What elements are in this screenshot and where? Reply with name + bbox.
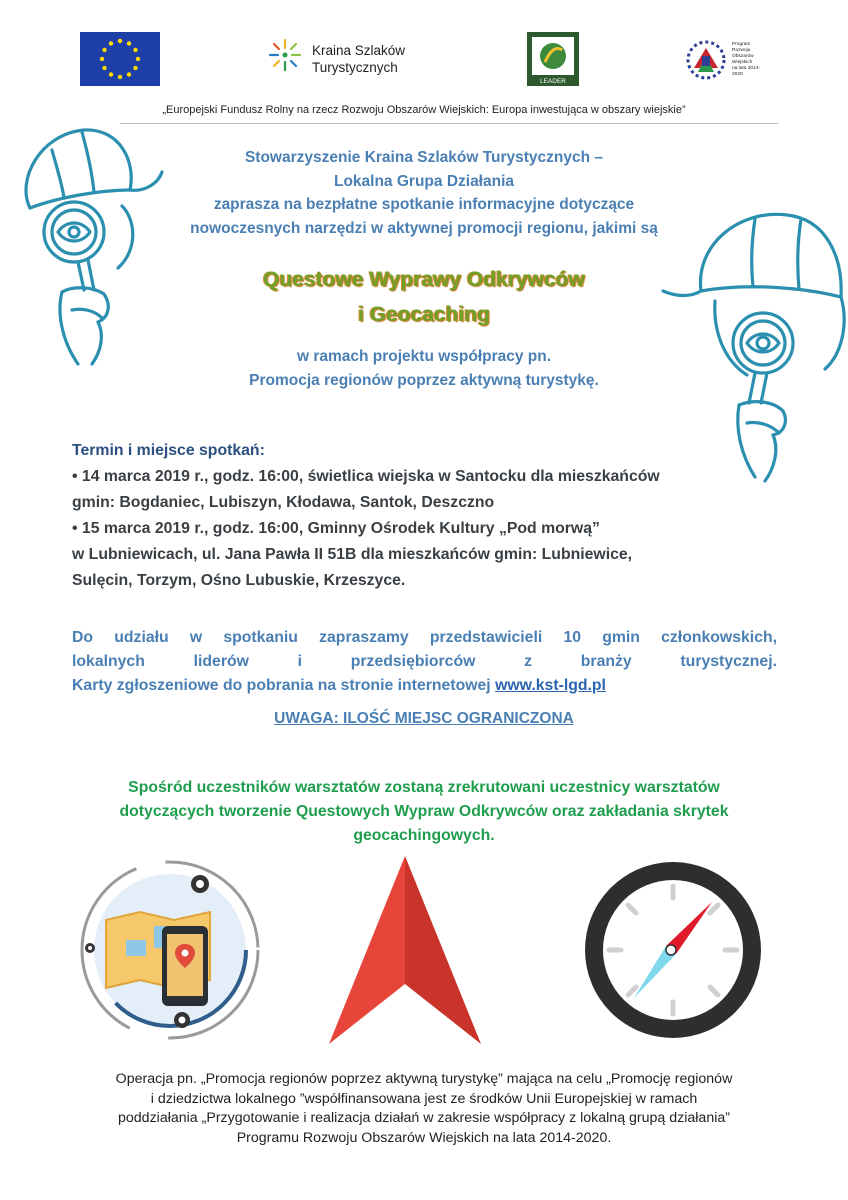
prow-logo-line5: na lata 2014-2020 (732, 66, 761, 77)
meeting2-line2: w Lubniewicach, ul. Jana Pawła II 51B dla mieszkańców gmin: Lubniewice, (72, 546, 633, 563)
event-title (0, 262, 848, 332)
event-title-line2: i Geocaching (358, 303, 490, 326)
gear-icon (174, 1012, 190, 1028)
navigation-arrow-icon (325, 852, 485, 1048)
recruit-line1: Spośród uczestników warsztatów zostaną zrekrutowani uczestnicy warsztatów (128, 779, 720, 796)
event-title-line1: Questowe Wyprawy Odkrywców (263, 268, 585, 291)
prow-logo-line3: Obszarów (732, 54, 754, 59)
website-link[interactable]: www.kst-lgd.pl (495, 677, 606, 694)
sparkle-icon (268, 38, 302, 72)
gear-icon (85, 943, 95, 953)
invite-line3: Karty zgłoszeniowe do pobrania na stronie internetowej (72, 677, 496, 694)
divider (120, 123, 778, 124)
kraina-logo (268, 34, 428, 88)
recruit-line3: geocachingowych. (353, 827, 495, 844)
intro-line2: Lokalna Grupa Działania (333, 172, 515, 190)
footer-text (0, 1070, 848, 1148)
footer-line2: i dziedzictwa lokalnego ”współfinansowana jest ze środków Unii Europejskiej w ramach (150, 1090, 698, 1107)
gear-icon (191, 875, 209, 893)
project-text (0, 345, 848, 393)
invite-line1: Do udziału w spotkaniu zapraszamy przedstawicieli 10 gmin członkowskich, (72, 629, 777, 646)
meetings-heading: Termin i miejsce spotkań: (72, 442, 265, 459)
intro-line1: Stowarzyszenie Kraina Szlaków Turystycznych – (244, 149, 604, 166)
leader-logo-text: LEADER (539, 78, 567, 85)
prow-logo-line1: Program (732, 42, 751, 47)
kraina-logo-line2: Turystycznych (312, 60, 398, 75)
project-line2: Promocja regionów poprzez aktywną turystykę. (249, 372, 599, 389)
invite-line2: lokalnych liderów i przedsiębiorców z branży turystycznej. (72, 653, 777, 670)
prow-logo-line2: Rozwoju (732, 48, 751, 53)
recruit-text (0, 776, 848, 848)
footer-line4: Programu Rozwoju Obszarów Wiejskich na lata 2014-2020. (236, 1129, 612, 1146)
meeting2-line3: Sulęcin, Torzym, Ośno Lubuskie, Krzeszyce. (72, 572, 406, 589)
invite-text (72, 626, 777, 698)
compass-icon (578, 852, 768, 1048)
prow-emblem-icon (680, 34, 732, 86)
footer-line1: Operacja pn. „Promocja regionów poprzez aktywną turystykę” mająca na celu „Promocję regionów (115, 1071, 733, 1087)
funds-line: „Europejski Fundusz Rolny na rzecz Rozwoju Obszarów Wiejskich: Europa inwestująca w obszary wiejskie” (162, 104, 686, 116)
meeting1-line1: • 14 marca 2019 r., godz. 16:00, świetlica wiejska w Santocku dla mieszkańców (72, 468, 660, 485)
prow-logo-line4: Wiejskich (732, 60, 753, 65)
leader-logo (527, 32, 579, 86)
prow-logo (680, 32, 770, 88)
footer-line3: poddziałania „Przygotowanie i realizacja działań w zakresie współpracy z lokalną grupą działania” (118, 1110, 730, 1126)
logo-row (0, 30, 848, 90)
recruit-line2: dotyczących tworzenie Questowych Wypraw Odkrywców oraz zakładania skrytek (119, 803, 729, 820)
intro-line3: zaprasza na bezpłatne spotkanie informacyjne dotyczące (213, 196, 635, 213)
intro-text (0, 146, 848, 240)
map-phone-icon (70, 848, 270, 1040)
meetings-section (72, 438, 792, 594)
eu-flag-icon (80, 32, 160, 86)
intro-line4: nowoczesnych narzędzi w aktywnej promocji regionu, jakimi są (190, 219, 658, 237)
meeting1-line2: gmin: Bogdaniec, Lubiszyn, Kłodawa, Santok, Deszczno (72, 494, 495, 511)
project-line1: w ramach projektu współpracy pn. (296, 348, 552, 365)
kraina-logo-line1: Kraina Szlaków (312, 43, 406, 58)
warning-text: UWAGA: ILOŚĆ MIEJSC OGRANICZONA (274, 710, 574, 727)
meeting2-line1: • 15 marca 2019 r., godz. 16:00, Gminny Ośrodek Kultury „Pod morwą” (72, 520, 600, 537)
